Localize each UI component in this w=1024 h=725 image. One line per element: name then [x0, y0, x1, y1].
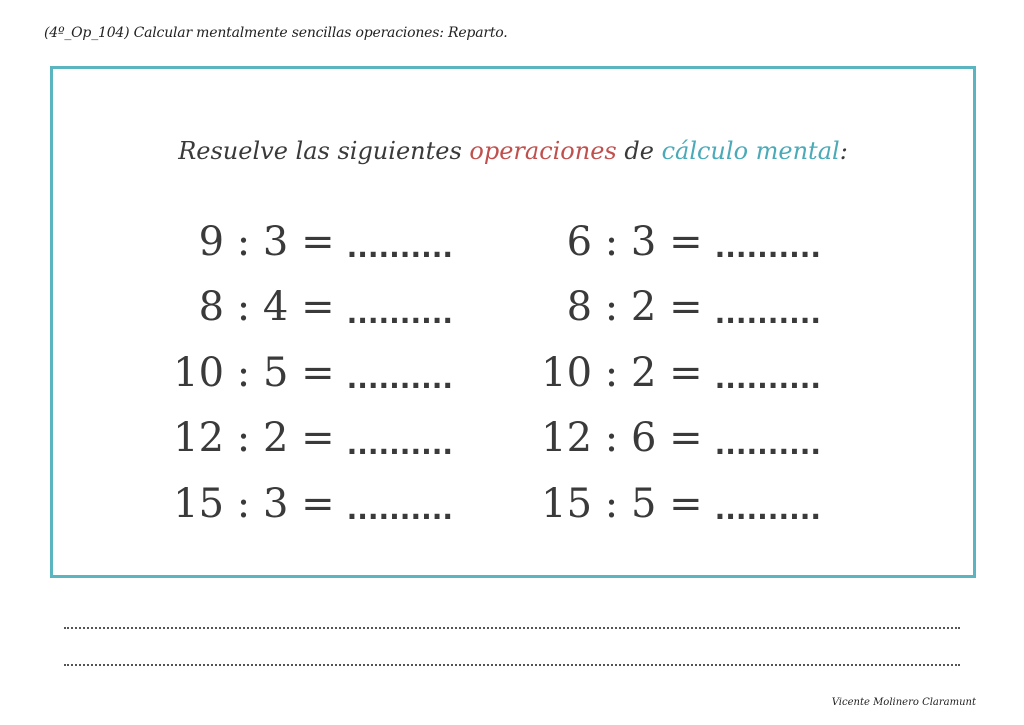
instruction-text-2: de: [616, 137, 662, 165]
operation-expression: 9 : 3 =: [198, 218, 335, 265]
answer-blank[interactable]: ..........: [714, 493, 821, 527]
answer-blank[interactable]: ..........: [714, 362, 821, 396]
operation-expression: 6 : 3 =: [566, 218, 703, 265]
operation-row: [173, 340, 453, 406]
author-credit: Vicente Molinero Claramunt: [831, 697, 976, 708]
operation-row: [541, 340, 821, 406]
instruction-text-1: Resuelve las siguientes: [178, 137, 470, 165]
answer-blank[interactable]: ..........: [714, 296, 821, 330]
operations-right-column: [541, 209, 821, 537]
operation-row: [173, 471, 453, 537]
operation-row: [193, 209, 453, 275]
operation-expression: 12 : 2 =: [173, 415, 335, 462]
operation-row: [193, 275, 453, 341]
operation-row: [561, 275, 821, 341]
operation-expression: 12 : 6 =: [541, 415, 703, 462]
instruction-text-3: :: [839, 137, 848, 165]
operation-expression: 10 : 5 =: [173, 349, 335, 396]
operation-row: [561, 209, 821, 275]
instruction-highlight-calculo-mental: cálculo mental: [661, 137, 840, 165]
page-title: (4º_Op_104) Calcular mentalmente sencillas operaciones: Reparto.: [44, 25, 508, 41]
answer-blank[interactable]: ..........: [714, 231, 821, 265]
operation-row: [541, 471, 821, 537]
instruction-heading: [53, 137, 973, 165]
operation-expression: 8 : 2 =: [566, 284, 703, 331]
worksheet-box: [50, 66, 976, 578]
operation-expression: 15 : 3 =: [173, 480, 335, 527]
operation-row: [173, 406, 453, 472]
answer-blank[interactable]: ..........: [346, 493, 453, 527]
answer-blank[interactable]: ..........: [346, 296, 453, 330]
answer-blank[interactable]: ..........: [346, 427, 453, 461]
operations-left-column: [173, 209, 453, 537]
operation-expression: 15 : 5 =: [541, 480, 703, 527]
answer-blank[interactable]: ..........: [714, 427, 821, 461]
operation-expression: 10 : 2 =: [541, 349, 703, 396]
answer-line[interactable]: [64, 627, 960, 629]
answer-blank[interactable]: ..........: [346, 231, 453, 265]
operation-expression: 8 : 4 =: [198, 284, 335, 331]
answer-blank[interactable]: ..........: [346, 362, 453, 396]
instruction-highlight-operaciones: operaciones: [469, 137, 617, 165]
operation-row: [541, 406, 821, 472]
answer-line[interactable]: [64, 664, 960, 666]
